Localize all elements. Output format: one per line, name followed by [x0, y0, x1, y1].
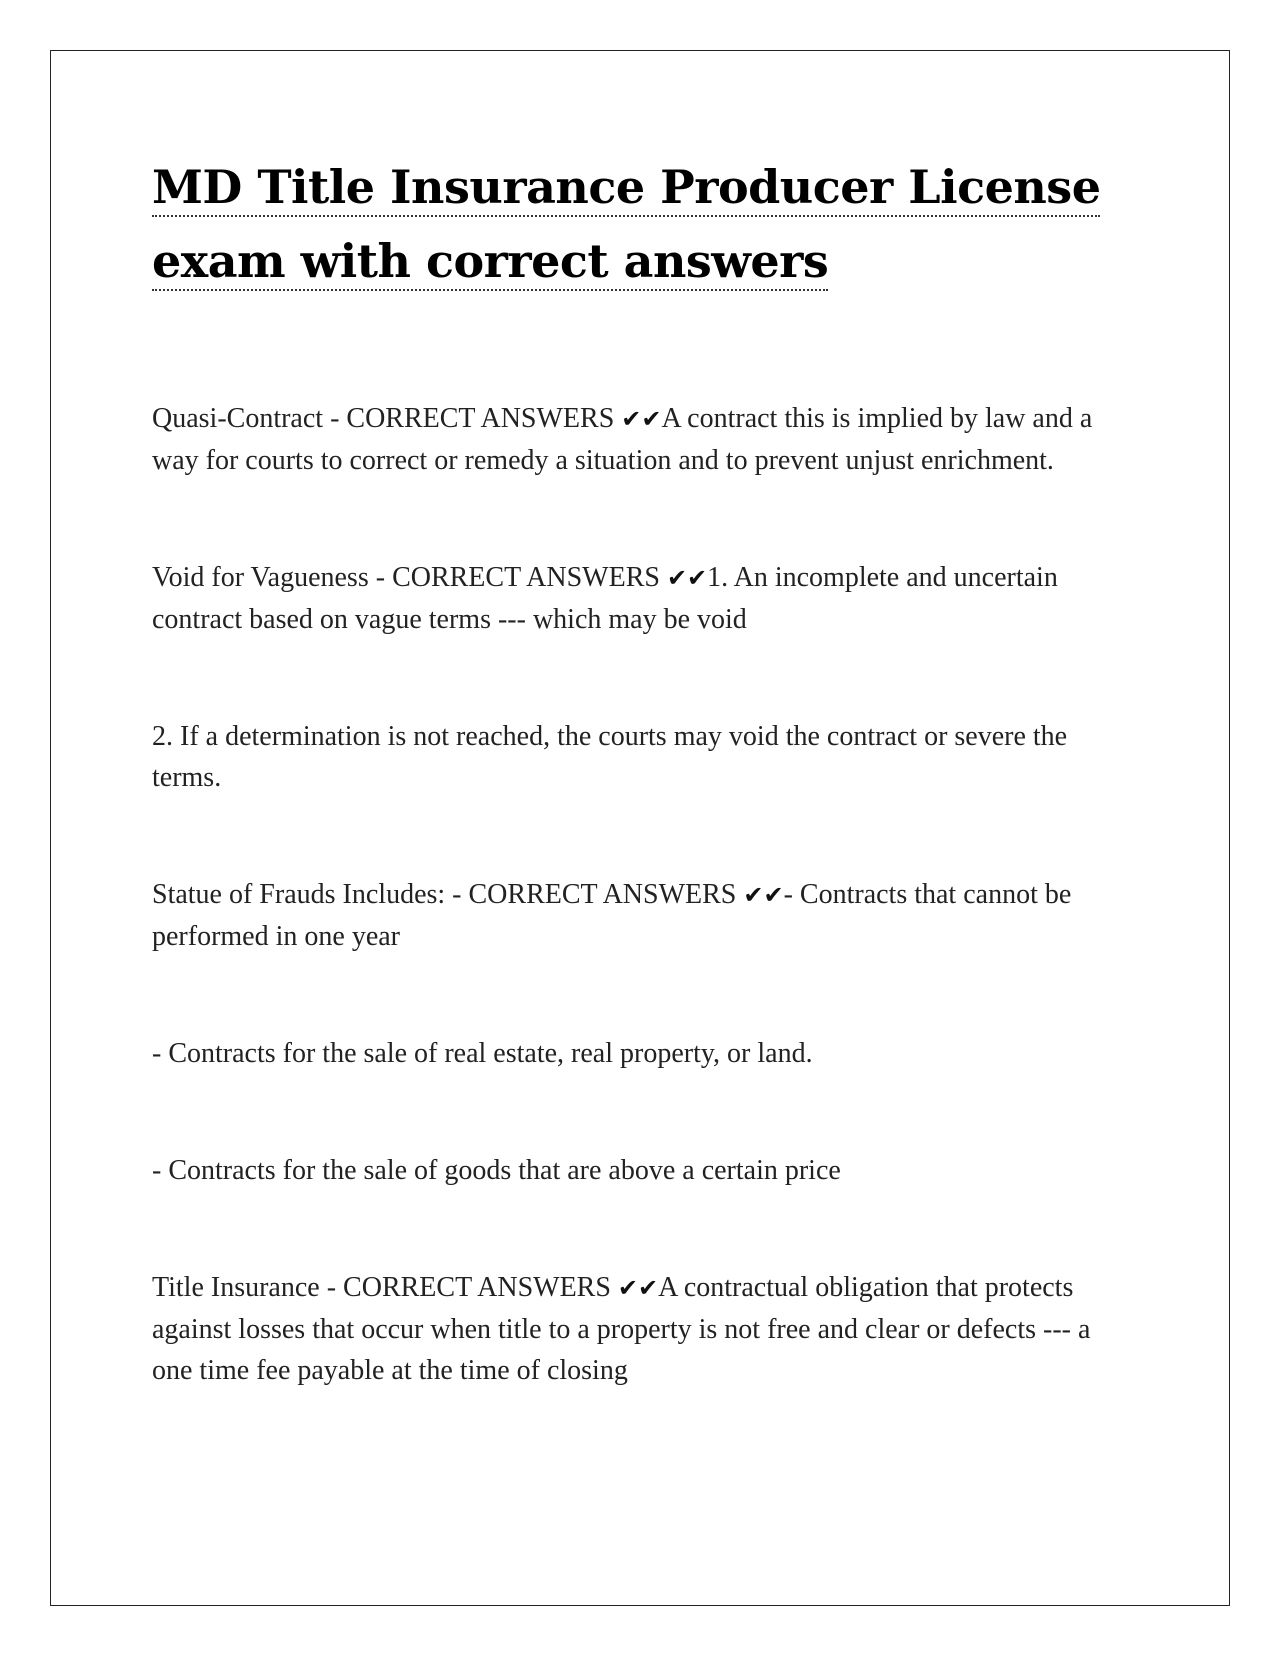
- entry-list: [152, 398, 1132, 1391]
- correct-answers-marker: CORRECT ANSWERS: [346, 403, 615, 434]
- entry-term: Statue of Frauds Includes: -: [152, 879, 469, 910]
- entry-continuation: - Contracts for the sale of real estate, real property, or land.: [152, 1038, 813, 1069]
- double-check-icon: ✔✔: [666, 564, 708, 592]
- entry-title-insurance: [152, 1267, 1132, 1391]
- entry-void-for-vagueness: [152, 557, 1132, 640]
- entry-answer: 1. An incomplete and uncertain contract based on vague terms --- which may be void: [152, 562, 1058, 635]
- document-body: [152, 150, 1132, 1391]
- entry-answer: - Contracts that cannot be performed in one year: [152, 879, 1072, 952]
- double-check-icon: ✔✔: [617, 1274, 659, 1302]
- entry-statute-of-frauds: [152, 874, 1132, 957]
- document-title: [152, 150, 1132, 298]
- entry-term: Title Insurance -: [152, 1272, 344, 1303]
- title-line-1: MD Title Insurance Producer License: [152, 160, 1100, 217]
- double-check-icon: ✔✔: [743, 881, 784, 909]
- entry-term: Void for Vagueness -: [152, 562, 393, 593]
- entry-continuation: 2. If a determination is not reached, the courts may void the contract or severe the terms.: [152, 721, 1068, 793]
- correct-answers-marker: CORRECT ANSWERS: [392, 562, 660, 593]
- entry-answer: A contractual obligation that protects against losses that occur when title to a property is not free and clear or defects --- a one time fee payable at the time of closing: [152, 1272, 1091, 1386]
- correct-answers-marker: CORRECT ANSWERS: [343, 1272, 611, 1303]
- double-check-icon: ✔✔: [621, 405, 662, 433]
- title-line-2: exam with correct answers: [152, 234, 828, 291]
- entry-quasi-contract: [152, 398, 1132, 481]
- entry-term: Quasi-Contract -: [152, 403, 347, 434]
- entry-answer: A contract this is implied by law and a way for courts to correct or remedy a situation and to prevent unjust enrichment.: [152, 403, 1093, 476]
- correct-answers-marker: CORRECT ANSWERS: [468, 879, 737, 910]
- entry-continuation: - Contracts for the sale of goods that are above a certain price: [152, 1155, 841, 1186]
